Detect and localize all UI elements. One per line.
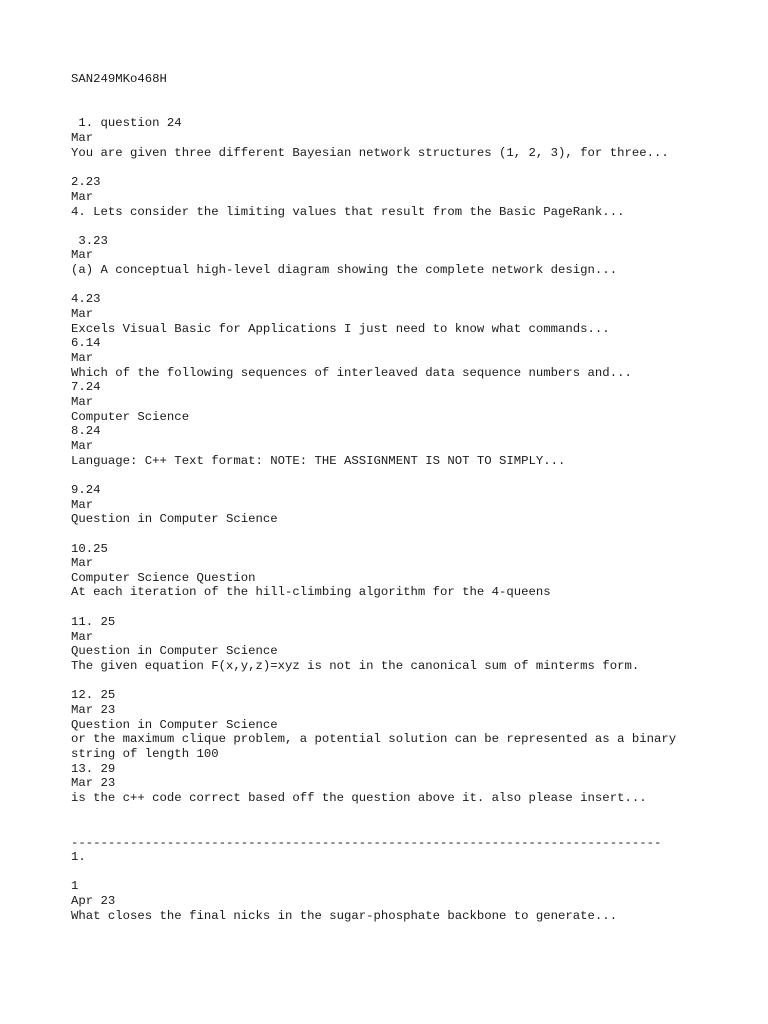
section-two-text: What closes the final nicks in the sugar-phosphate backbone to generate... <box>71 909 618 923</box>
entry-2-text: 4. Lets consider the limiting values that result from the Basic PageRank... <box>71 205 625 219</box>
separator-line: -------------------------------------------------------------------------------- <box>71 836 662 850</box>
entry-11-text-1: Question in Computer Science <box>71 644 278 658</box>
entry-3-month: Mar <box>71 248 94 262</box>
section-two-month: Apr 23 <box>71 894 116 908</box>
entry-4-number: 4.23 <box>71 292 101 306</box>
entry-6-month: Mar <box>71 351 94 365</box>
entry-2-number: 2.23 <box>71 175 101 189</box>
entry-10-text-2: At each iteration of the hill-climbing algorithm for the 4-queens <box>71 585 551 599</box>
entry-7-number: 7.24 <box>71 380 101 394</box>
entry-13-month: Mar 23 <box>71 776 116 790</box>
entry-10-month: Mar <box>71 556 94 570</box>
entry-1-number: 1. question 24 <box>71 116 182 130</box>
entry-11-text-2: The given equation F(x,y,z)=xyz is not in the canonical sum of minterms form. <box>71 659 640 673</box>
entry-2-month: Mar <box>71 190 94 204</box>
entry-6-text: Which of the following sequences of interleaved data sequence numbers and... <box>71 366 632 380</box>
entry-3-text: (a) A conceptual high-level diagram showing the complete network design... <box>71 263 618 277</box>
entry-11-number: 11. 25 <box>71 615 116 629</box>
document-id: SAN249MKo468H <box>71 72 167 86</box>
entry-12-text-3: string of length 100 <box>71 747 219 761</box>
entry-10-text-1: Computer Science Question <box>71 571 256 585</box>
entry-8-text: Language: C++ Text format: NOTE: THE ASSIGNMENT IS NOT TO SIMPLY... <box>71 454 566 468</box>
entry-9-month: Mar <box>71 498 94 512</box>
entry-10-number: 10.25 <box>71 542 108 556</box>
entry-13-number: 13. 29 <box>71 762 116 776</box>
entry-9-number: 9.24 <box>71 483 101 497</box>
entry-7-month: Mar <box>71 395 94 409</box>
entry-11-month: Mar <box>71 630 94 644</box>
entry-7-text: Computer Science <box>71 410 190 424</box>
entry-12-number: 12. 25 <box>71 688 116 702</box>
entry-6-number: 6.14 <box>71 336 101 350</box>
entry-4-text: Excels Visual Basic for Applications I just need to know what commands... <box>71 322 610 336</box>
entry-1-text: You are given three different Bayesian network structures (1, 2, 3), for three... <box>71 146 669 160</box>
entry-4-month: Mar <box>71 307 94 321</box>
entry-8-month: Mar <box>71 439 94 453</box>
entry-12-text-1: Question in Computer Science <box>71 718 278 732</box>
entry-13-text: is the c++ code correct based off the question above it. also please insert... <box>71 791 647 805</box>
section-two-number: 1 <box>71 879 79 893</box>
entry-12-month: Mar 23 <box>71 703 116 717</box>
entry-9-text: Question in Computer Science <box>71 512 278 526</box>
entry-12-text-2: or the maximum clique problem, a potential solution can be represented as a binary <box>71 732 677 746</box>
entry-1-month: Mar <box>71 131 94 145</box>
section-two-heading: 1. <box>71 850 86 864</box>
entry-3-number: 3.23 <box>71 234 108 248</box>
entry-8-number: 8.24 <box>71 424 101 438</box>
